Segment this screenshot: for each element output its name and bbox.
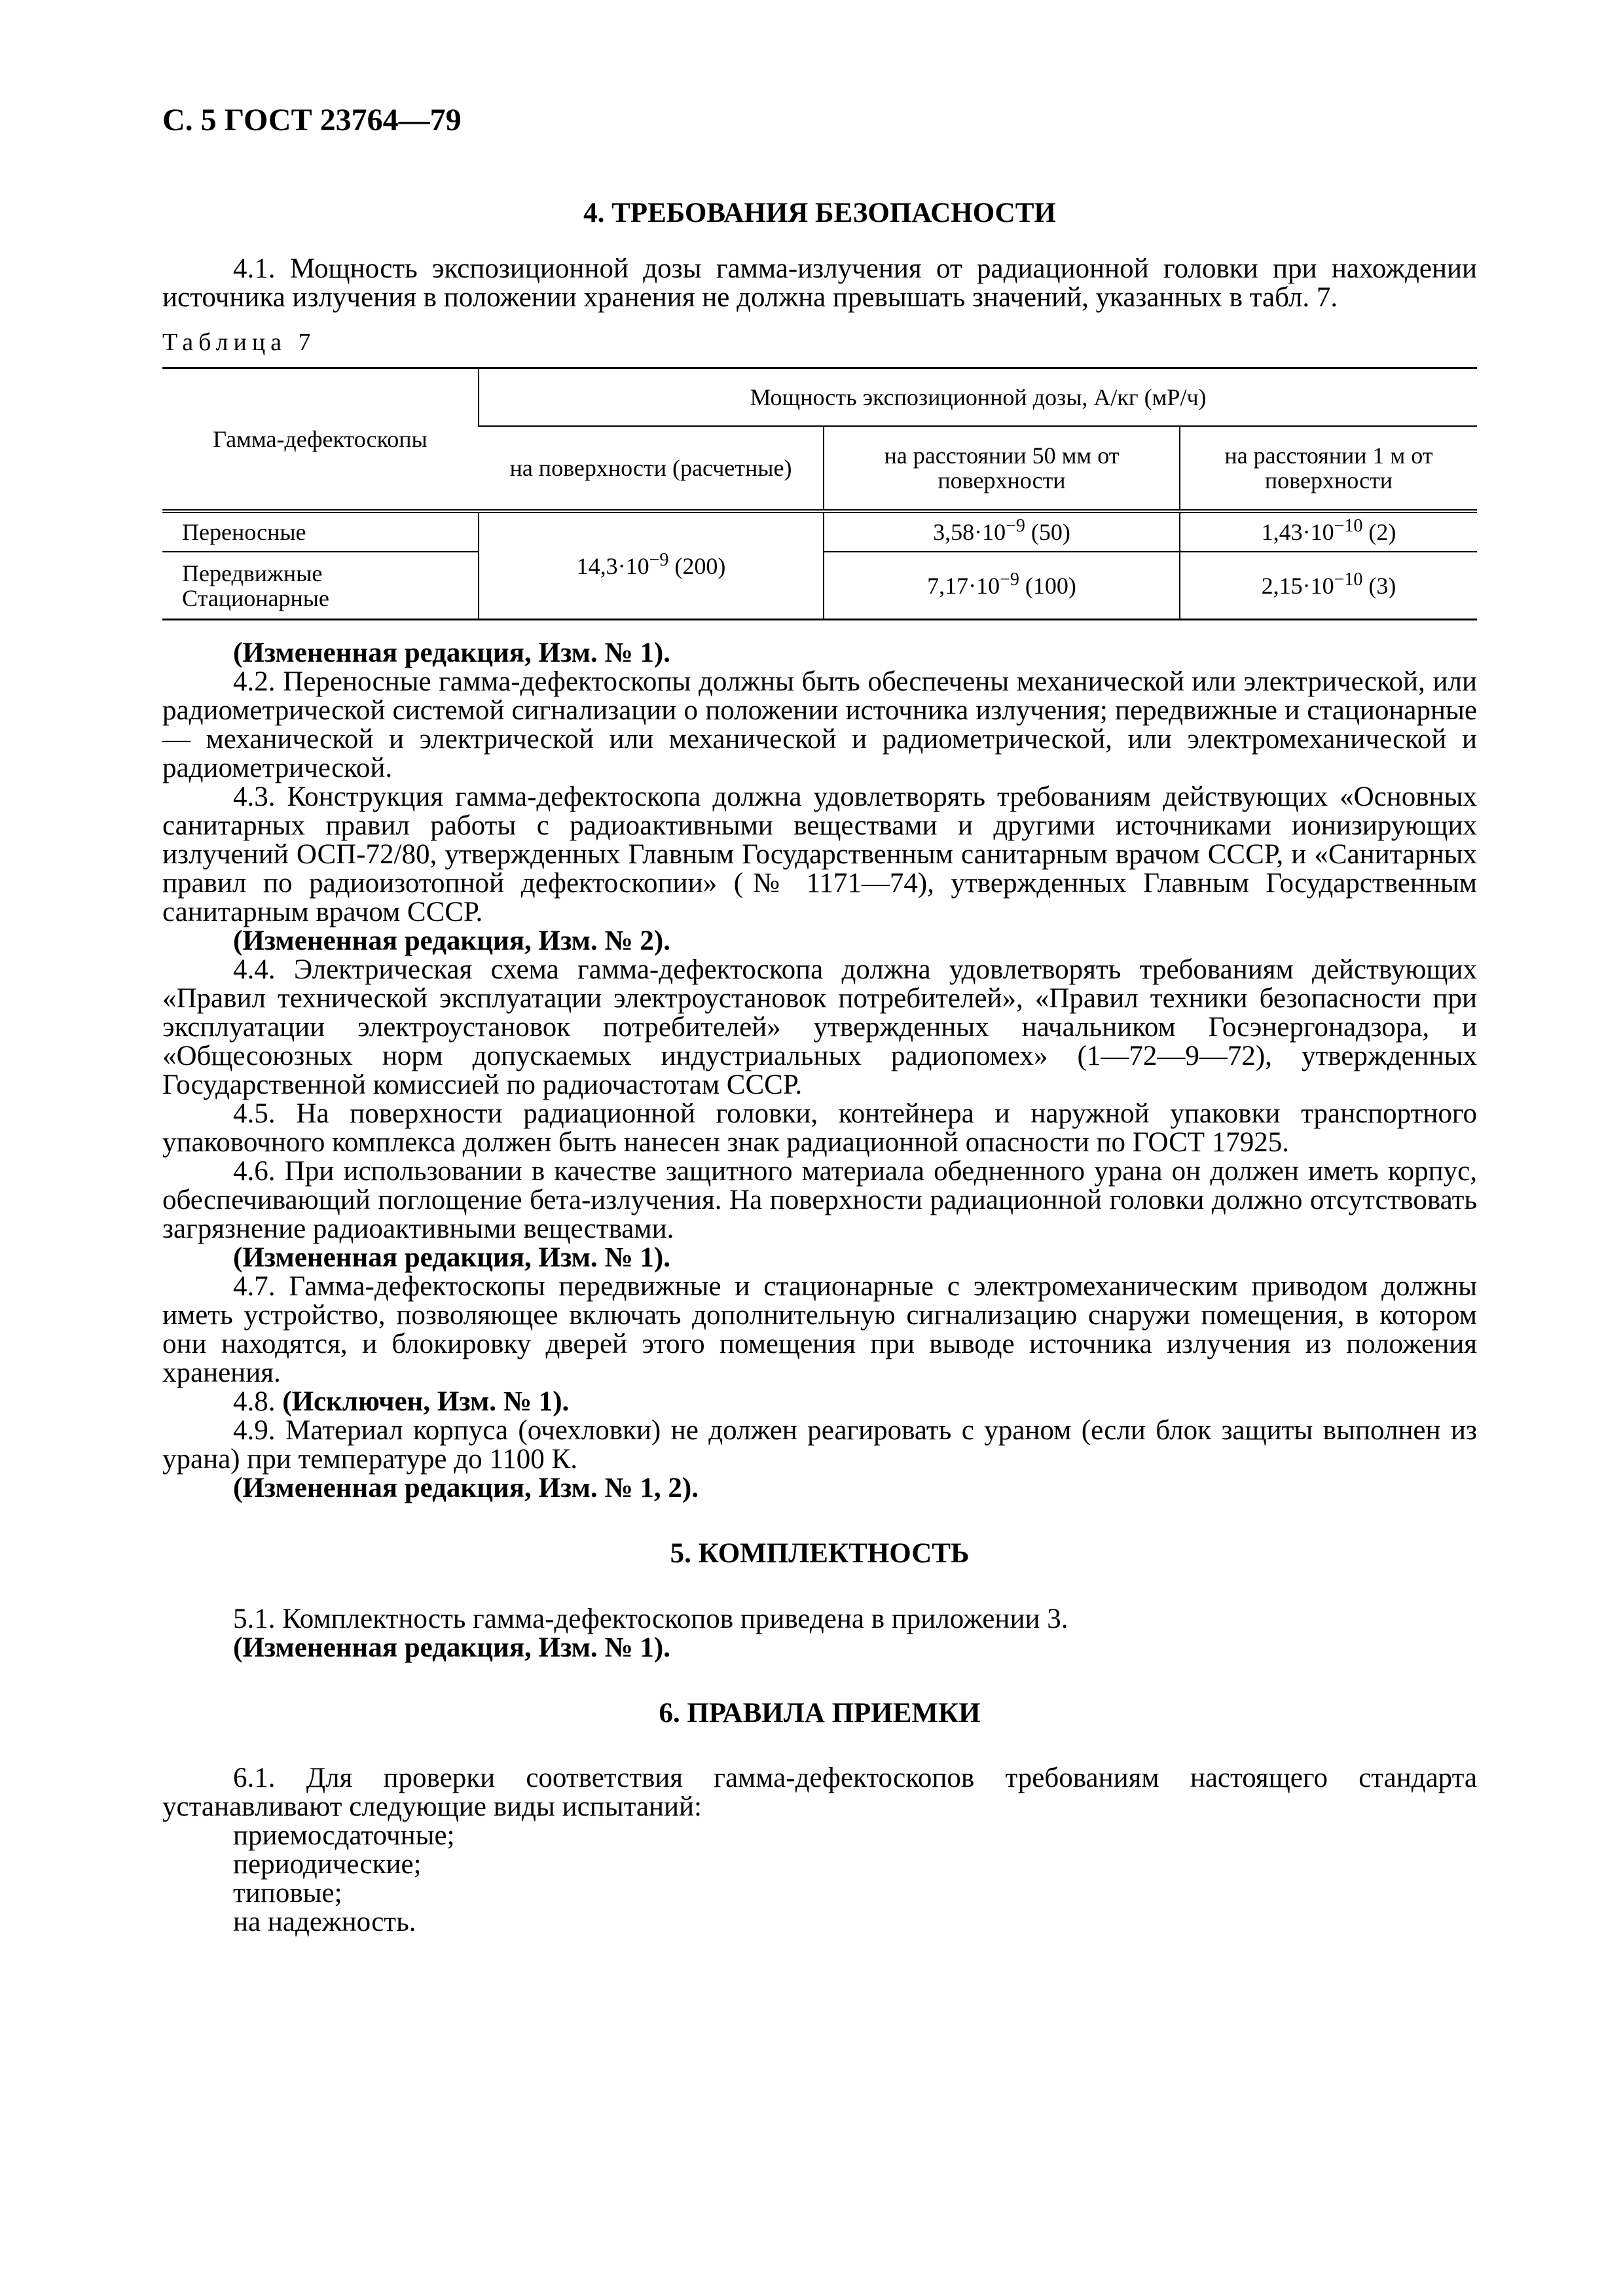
paragraph-4-5: 4.5. На поверхности радиационной головки, контейнера и наружной упаковки транспортного упаковочного комплекса должен быть нанесен знак радиационной опасности по ГОСТ 17925. [162, 1098, 1477, 1158]
col-group-header: Мощность экспозиционной дозы, А/кг (мР/ч) [479, 368, 1477, 426]
subheader-50mm: на расстоянии 50 мм от поверхности [824, 426, 1180, 511]
paragraph-6-1: 6.1. Для проверки соответствия гамма-дефектоскопов требованиям настоящего стандарта устанавливают следующие виды испытаний: [162, 1762, 1477, 1822]
cell-surface-value: $14,3\cdot 10^{-9}$ (200) [479, 511, 824, 620]
paragraph-4-6: 4.6. При использовании в качестве защитного материала обедненного урана он должен иметь корпус, обеспечивающий поглощение бета-излучения. На поверхности радиационной головки должно отсутствовать загрязнение радиоактивными веществами. [162, 1156, 1477, 1245]
paragraph-4-2: 4.2. Переносные гамма-дефектоскопы должны быть обеспечены механической или электрической, или радиометрической системой сигнализации о положении источника излучения; передвижные и стационарные — механической и электрической или механической и радиометрической, или электромеханической и радиометрической. [162, 666, 1477, 784]
col-header-defectoscopes: Гамма-дефектоскопы [162, 368, 479, 511]
list-item: приемосдаточные; [233, 1820, 455, 1851]
amendment-note: (Измененная редакция, Изм. № 2). [233, 925, 670, 957]
paragraph-4-4: 4.4. Электрическая схема гамма-дефектоскопа должна удовлетворять требованиям действующих «Правил технической эксплуатации электроустановок потребителей», «Правил техники безопасности при эксплуатации электроустановок потребителей» утвержденных начальником Госэнергонадзора, и «Общесоюзных норм допускаемых индустриальных радиопомех» (1—72—9—72), утвержденных Государственной комиссией по радиочастотам СССР. [162, 954, 1477, 1101]
list-item: типовые; [233, 1877, 342, 1909]
cell-portable-1m: $1,43\cdot 10^{-10}$ (2) [1180, 511, 1477, 552]
amendment-note: (Измененная редакция, Изм. № 1). [233, 1632, 670, 1663]
document-page [162, 105, 1477, 1937]
subheader-surface: на поверхности (расчетные) [479, 426, 824, 511]
cell-portable-50mm: $3,58\cdot 10^{-9}$ (50) [824, 511, 1180, 552]
paragraph-4-9: 4.9. Материал корпуса (очехловки) не должен реагировать с ураном (если блок защиты выполнен из урана) при температуре до 1100 К. [162, 1415, 1477, 1475]
paragraph-4-1: 4.1. Мощность экспозиционной дозы гамма-излучения от радиационной головки при нахождении источника излучения в положении хранения не должна превышать значений, указанных в табл. 7. [162, 253, 1477, 314]
paragraph-4-8: 4.8. (Исключен, Изм. № 1). [233, 1386, 570, 1418]
cell-mobile-1m: $2,15\cdot 10^{-10}$ (3) [1180, 552, 1477, 620]
paragraph-4-7: 4.7. Гамма-дефектоскопы передвижные и стационарные с электромеханическим приводом должны иметь устройство, позволяющее включать дополнительную сигнализацию снаружи помещения, в котором они находятся, и блокировку дверей этого помещения при выводе источника излучения из положения хранения. [162, 1271, 1477, 1389]
list-item: периодические; [233, 1848, 422, 1880]
cell-mobile-50mm: $7,17\cdot 10^{-9}$ (100) [824, 552, 1180, 620]
amendment-note: (Измененная редакция, Изм. № 1). [233, 1242, 670, 1274]
section-5-title: 5. КОМПЛЕКТНОСТЬ [670, 1538, 970, 1570]
row-label-mobile-stationary: Передвижные Стационарные [162, 552, 479, 620]
table-caption: Таблица 7 [162, 329, 316, 357]
amendment-note: (Измененная редакция, Изм. № 1, 2). [233, 1473, 699, 1504]
section-6-title: 6. ПРАВИЛА ПРИЕМКИ [659, 1697, 981, 1729]
running-head: С. 5 ГОСТ 23764—79 [162, 103, 462, 137]
paragraph-4-3: 4.3. Конструкция гамма-дефектоскопа должна удовлетворять требованиям действующих «Основных санитарных правил работы с радиоактивными веществами и другими источниками ионизирующих излучений ОСП-72/80, утвержденных Главным Государственным санитарным врачом СССР, и «Санитарных правил по радиоизотопной дефектоскопии» (№ 1171—74), утвержденных Главным Государственным санитарным врачом СССР. [162, 781, 1477, 928]
paragraph-5-1: 5.1. Комплектность гамма-дефектоскопов приведена в приложении 3. [233, 1603, 1068, 1634]
row-label-portable: Переносные [162, 511, 479, 552]
amendment-note: (Измененная редакция, Изм. № 1). [233, 637, 670, 669]
table-7 [162, 367, 1477, 620]
section-4-title: 4. ТРЕБОВАНИЯ БЕЗОПАСНОСТИ [583, 198, 1056, 228]
list-item: на надежность. [233, 1906, 416, 1937]
subheader-1m: на расстоянии 1 м от поверхности [1180, 426, 1477, 511]
